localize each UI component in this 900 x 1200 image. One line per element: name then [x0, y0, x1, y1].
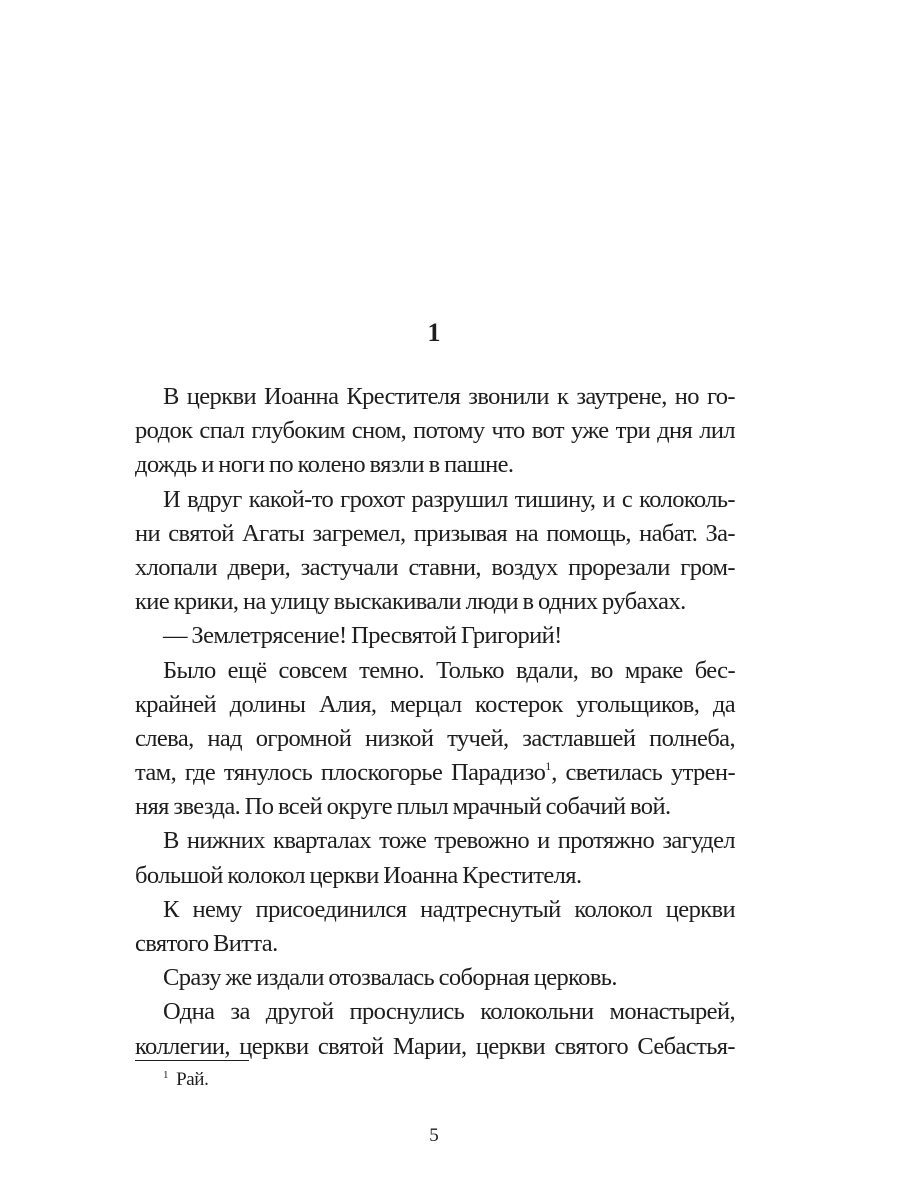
text-line: Было ещё совсем темно. Только вдали, во мраке бес- [163, 656, 735, 684]
text-line: дождь и ноги по колено вязли в пашне. [135, 451, 514, 479]
footnote [163, 1068, 208, 1092]
text-line: большой колокол церкви Иоанна Крестителя. [135, 861, 582, 889]
page-number: 5 [429, 1125, 439, 1146]
text-line: Одна за другой проснулись колокольни монастырей, [163, 998, 735, 1026]
text-line: кие крики, на улицу выскакивали люди в одних рубахах. [135, 588, 686, 616]
text-line: В нижних кварталах тоже тревожно и протяжно загудел [163, 827, 735, 855]
dialogue-line: — Землетрясение! Пресвятой Григорий! [163, 622, 562, 650]
text-line: там, где тянулось плоскогорье Парадизо$^1$, светилась утрен- [135, 759, 735, 787]
footnote-marker: 1 [163, 1069, 169, 1081]
text-line: хлопали двери, застучали ставни, воздух прорезали гром- [135, 553, 735, 581]
text-line: святого Витта. [135, 930, 278, 957]
text-line: коллегии, церкви святой Марии, церкви святого Себастья- [135, 1032, 735, 1060]
text-line: няя звезда. По всей округе плыл мрачный собачий вой. [135, 793, 671, 821]
text-line: В церкви Иоанна Крестителя звонили к заутрене, но го- [163, 383, 735, 410]
chapter-body-text [135, 380, 735, 1064]
text-line: Сразу же издали отозвалась соборная церковь. [163, 964, 617, 992]
footnote-text: Рай. [176, 1069, 209, 1090]
text-line: К нему присоединился надтреснутый колокол церкви [163, 895, 735, 923]
text-line: родок спал глубоким сном, потому что вот уже три дня лил [135, 417, 735, 445]
chapter-number: 1 [427, 318, 441, 347]
footnote-reference: 1 [545, 759, 552, 774]
footnote-divider [135, 1060, 249, 1061]
text-line: И вдруг какой-то грохот разрушил тишину, и с колоколь- [163, 485, 735, 513]
text-line: слева, над огромной низкой тучей, застлавшей полнеба, [135, 724, 735, 752]
text-line: ни святой Агаты загремел, призывая на помощь, набат. За- [135, 519, 735, 547]
text-line: крайней долины Алия, мерцал костерок угольщиков, да [135, 690, 735, 718]
